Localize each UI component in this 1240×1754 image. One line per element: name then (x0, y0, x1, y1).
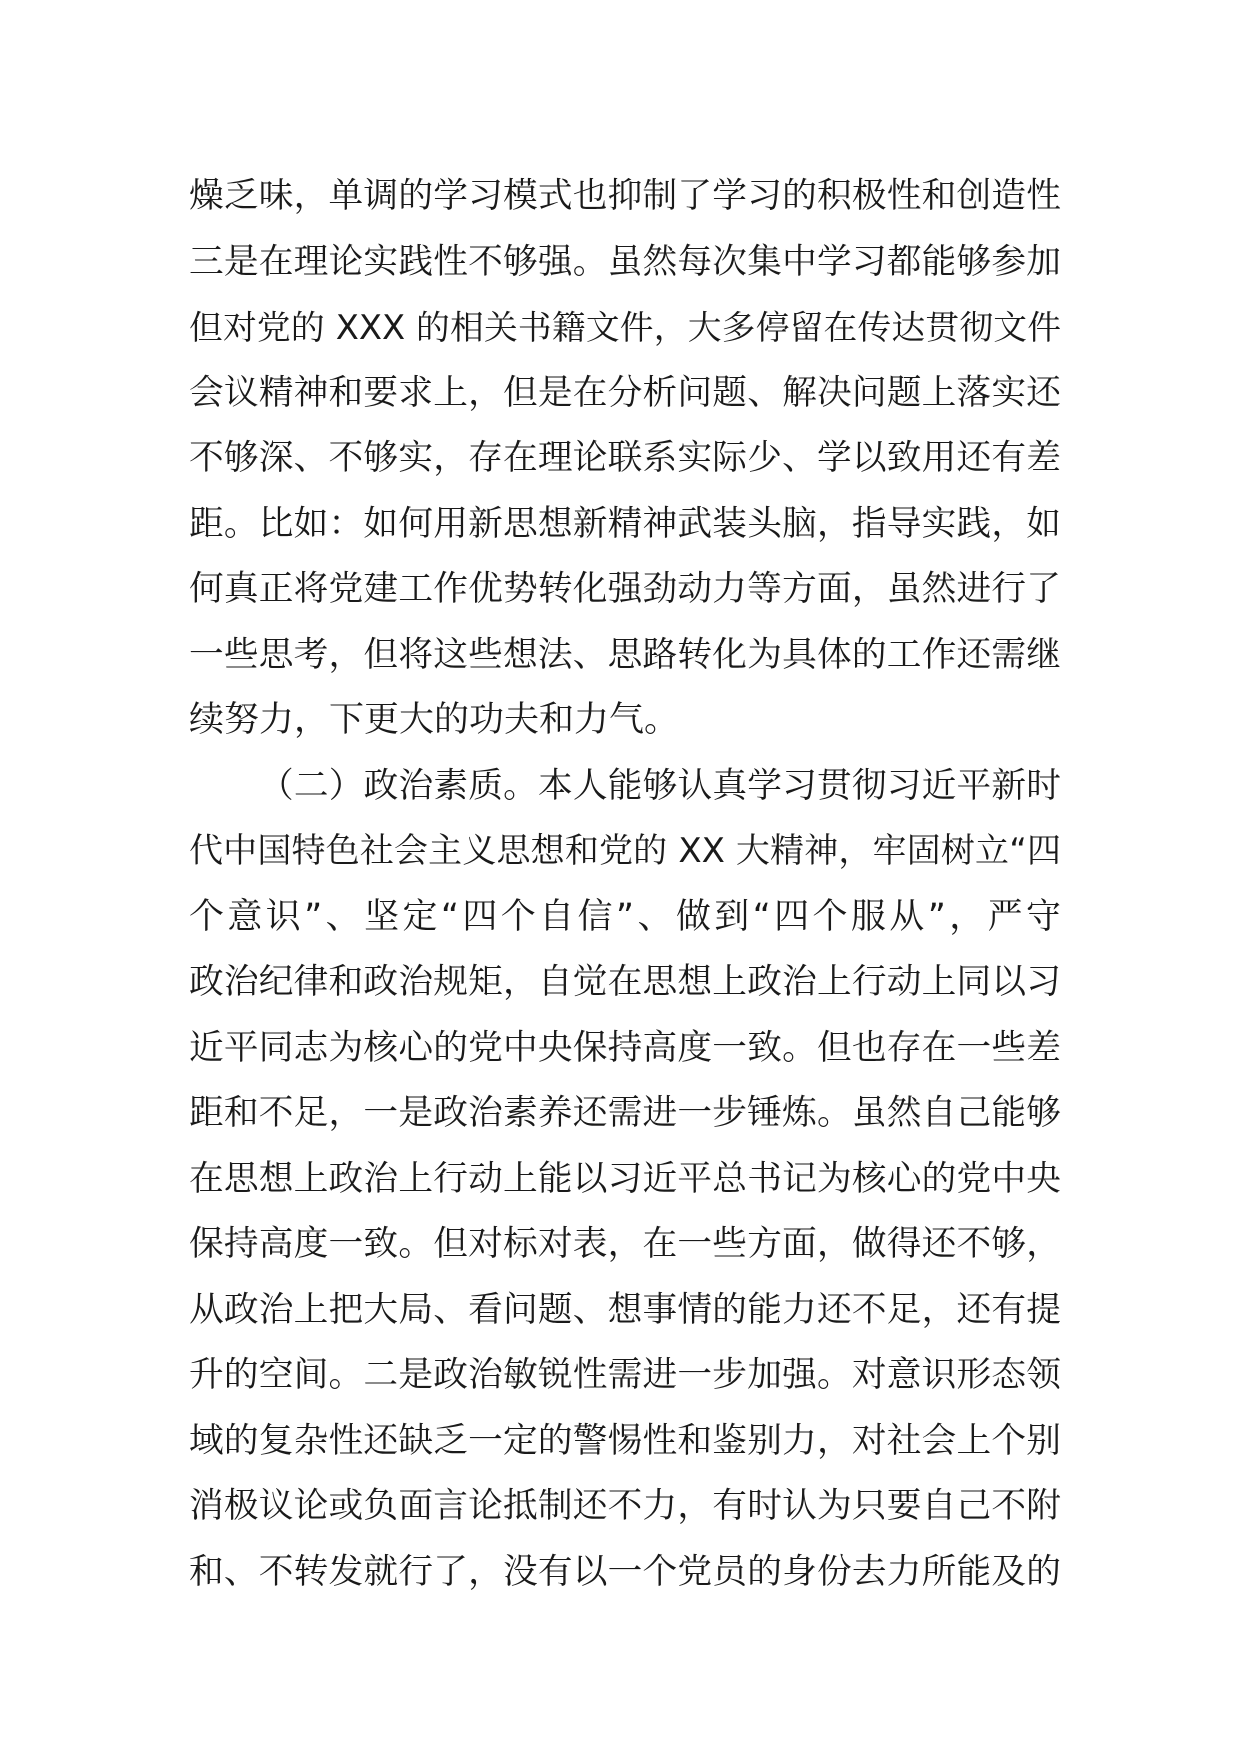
text-line: 政治纪律和政治规矩，自觉在思想上政治上行动上同以习 (189, 962, 1061, 1002)
text-line: 距。比如：如何用新思想新精神武装头脑，指导实践，如 (189, 503, 1061, 544)
text-line: 一些思考，但将这些想法、思路转化为具体的工作还需继 (189, 634, 1061, 675)
text-line-paragraph-start: （二）政治素质。本人能够认真学习贯彻习近平新时 (259, 765, 1061, 806)
text-line: 会议精神和要求上，但是在分析问题、解决问题上落实还 (189, 372, 1061, 413)
text-line: 个意识”、坚定“四个自信”、做到“四个服从”，严守 (189, 896, 1061, 937)
text-line: 燥乏味，单调的学习模式也抑制了学习的积极性和创造性 (189, 176, 1061, 216)
text-line: 在思想上政治上行动上能以习近平总书记为核心的党中央 (189, 1158, 1061, 1199)
text-line: 距和不足，一是政治素养还需进一步锤炼。虽然自己能够 (189, 1093, 1061, 1133)
text-line: 何真正将党建工作优势转化强劲动力等方面，虽然进行了 (189, 569, 1061, 609)
text-line: 不够深、不够实，存在理论联系实际少、学以致用还有差 (189, 438, 1061, 478)
text-line: 三是在理论实践性不够强。虽然每次集中学习都能够参加 (189, 241, 1061, 282)
text-line: 代中国特色社会主义思想和党的 XX 大精神，牢固树立“四 (189, 831, 1061, 871)
text-line: 保持高度一致。但对标对表，在一些方面，做得还不够， (189, 1224, 1061, 1264)
body-text (189, 164, 1061, 1605)
text-line: 近平同志为核心的党中央保持高度一致。但也存在一些差 (189, 1027, 1061, 1068)
text-line: 升的空间。二是政治敏锐性需进一步加强。对意识形态领 (189, 1355, 1061, 1395)
text-line-paragraph-end: 续努力，下更大的功夫和力气。 (189, 700, 680, 740)
text-line: 和、不转发就行了，没有以一个党员的身份去力所能及的 (189, 1551, 1061, 1592)
text-line: 从政治上把大局、看问题、想事情的能力还不足，还有提 (189, 1289, 1061, 1330)
text-line: 消极议论或负面言论抵制还不力，有时认为只要自己不附 (189, 1486, 1061, 1526)
text-line: 域的复杂性还缺乏一定的警惕性和鉴别力，对社会上个别 (189, 1420, 1061, 1461)
text-line: 但对党的 XXX 的相关书籍文件，大多停留在传达贯彻文件 (189, 308, 1061, 347)
